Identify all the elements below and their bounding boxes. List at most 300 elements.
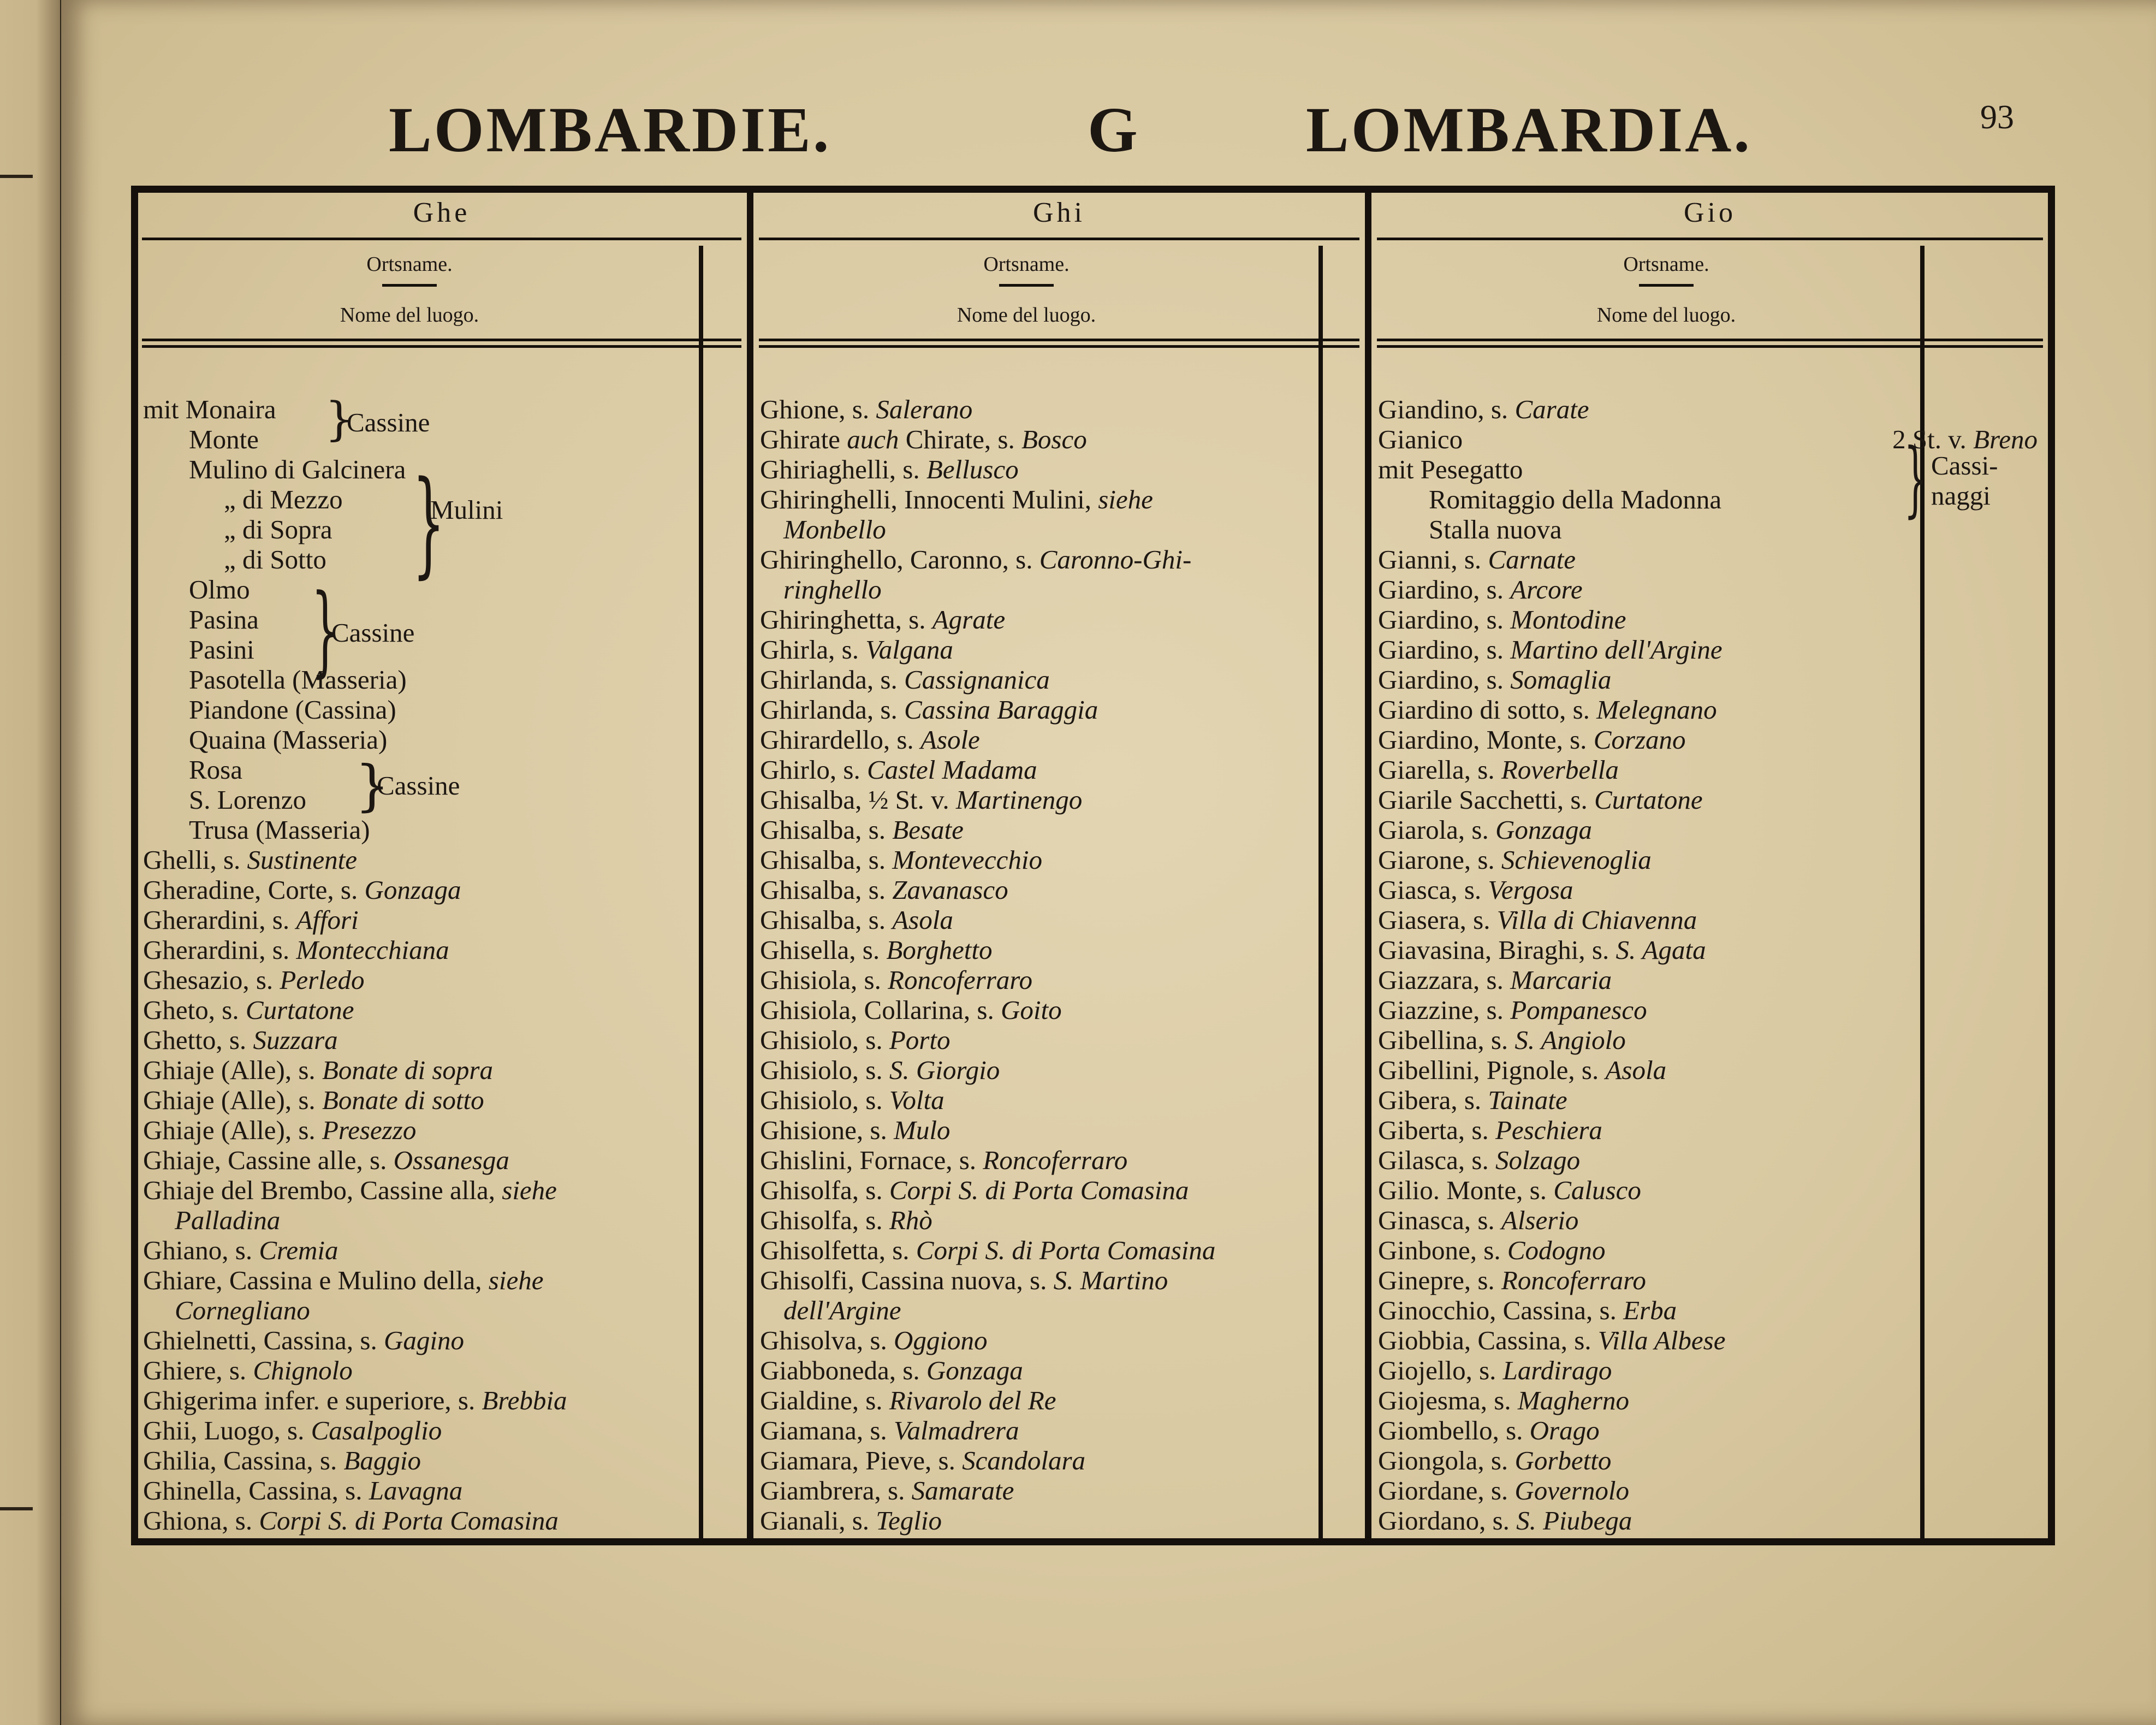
entry-name: Ghisolfa, s. (760, 1205, 889, 1235)
entry-row (760, 725, 980, 755)
entry-row (783, 574, 882, 604)
entry-reference: Carate (1514, 394, 1589, 424)
entry-reference: S. Angiolo (1514, 1025, 1626, 1055)
entry-reference: Goito (1000, 995, 1062, 1025)
entry-row (1378, 1055, 1666, 1085)
entry-row (1378, 635, 1723, 665)
entry-name: Giambrera, s. (760, 1475, 912, 1505)
entry-row (760, 845, 1042, 875)
entry-reference: Sustinente (247, 845, 357, 875)
entry-row (189, 695, 396, 725)
entry-reference: Borghetto (886, 935, 993, 965)
entry-row (143, 1265, 543, 1295)
entry-row (760, 1115, 950, 1145)
entry-row (760, 635, 953, 665)
entry-name: Ghiere, s. (143, 1355, 253, 1385)
entry-row (143, 1505, 559, 1536)
entry-name: Giobbia, Cassina, s. (1378, 1325, 1598, 1355)
entry-name-cont: Chirate, s. (899, 424, 1021, 454)
brace-icon: } (311, 573, 340, 687)
entry-reference: Castel Madama (867, 755, 1037, 785)
entry-name: Ghinella, Cassina, s. (143, 1475, 369, 1505)
entry-row (760, 965, 1032, 995)
entry-row (760, 695, 1098, 725)
entry-reference: Gorbetto (1514, 1445, 1612, 1475)
entry-name: Giojello, s. (1378, 1355, 1503, 1385)
entry-reference: auch (847, 424, 899, 454)
entry-reference: Gonzaga (926, 1355, 1023, 1385)
entry-name: Giarola, s. (1378, 815, 1495, 845)
entry-name: Pasotella (Masseria) (189, 665, 407, 695)
brace-icon: } (1904, 431, 1927, 526)
entry-row (143, 1085, 484, 1115)
entry-name: Gialdine, s. (760, 1385, 889, 1415)
entry-reference: Rivarolo del Re (889, 1385, 1056, 1415)
column-heading: Ghi (1033, 197, 1085, 228)
entry-name: Ghisolfa, s. (760, 1175, 889, 1205)
entry-name: Ghirla, s. (760, 635, 866, 665)
entry-reference: Gagino (383, 1325, 464, 1355)
entry-row (189, 725, 387, 755)
entry-row (189, 454, 406, 484)
entry-row (1378, 1175, 1641, 1205)
entry-name: Giarella, s. (1378, 755, 1501, 785)
entry-name: Rosa (189, 755, 242, 785)
entry-row (1378, 725, 1686, 755)
entry-row (1378, 665, 1611, 695)
running-head-letter: G (1088, 94, 1138, 165)
entry-reference: Martinengo (955, 785, 1083, 815)
entry-name: Ghiringhetta, s. (760, 604, 933, 635)
entry-reference: Tainate (1488, 1085, 1567, 1115)
subhead-nome: Nome del luogo. (340, 304, 479, 327)
entry-row (760, 1415, 1019, 1445)
entry-row (1378, 1415, 1600, 1445)
entry-reference: Suzzara (253, 1025, 338, 1055)
entry-name: Giarone, s. (1378, 845, 1501, 875)
entry-name: Stalla nuova (1429, 514, 1562, 544)
entry-reference: Caronno-Ghi- (1039, 544, 1192, 574)
entry-name: Gilasca, s. (1378, 1145, 1495, 1175)
entry-name: Piandone (Cassina) (189, 695, 396, 725)
entry-reference: siehe (488, 1265, 544, 1295)
entry-row (224, 544, 326, 574)
entry-row (760, 995, 1062, 1025)
entry-name: Ghiringhello, Caronno, s. (760, 544, 1040, 574)
entry-row (1378, 1355, 1612, 1385)
entry-name: Ghiano, s. (143, 1235, 259, 1265)
entry-row (1378, 394, 1589, 424)
group-label: Mulini (430, 495, 503, 525)
entry-row (189, 635, 254, 665)
distance-place: Breno (1973, 424, 2038, 454)
entry-reference: Asole (920, 725, 980, 755)
column-gio (1371, 191, 2048, 1540)
entry-name: Ghielnetti, Cassina, s. (143, 1325, 384, 1355)
entry-name: Giardino, s. (1378, 604, 1511, 635)
entry-reference: Governolo (1514, 1475, 1629, 1505)
entry-name: Giongola, s. (1378, 1445, 1515, 1475)
entry-row (760, 1055, 1000, 1085)
entry-row (143, 1145, 509, 1175)
entry-row (1378, 695, 1717, 725)
entry-name: Giavasina, Biraghi, s. (1378, 935, 1616, 965)
entry-name: Ginepre, s. (1378, 1265, 1501, 1295)
entry-name: Mulino di Galcinera (189, 454, 406, 484)
entry-name: Ghirate (760, 424, 847, 454)
entry-row (1378, 1505, 1632, 1536)
entry-name: Ghisalba, s. (760, 905, 893, 935)
entry-name: Ginbone, s. (1378, 1235, 1507, 1265)
entry-reference: Corzano (1593, 725, 1686, 755)
entry-reference: S. Piubega (1516, 1505, 1632, 1536)
entry-row (143, 1055, 493, 1085)
entry-name: Gibellini, Pignole, s. (1378, 1055, 1606, 1085)
entry-name: Giordano, s. (1378, 1505, 1517, 1536)
entry-name: Quaina (Masseria) (189, 725, 388, 755)
entry-name: Ghisolfetta, s. (760, 1235, 916, 1265)
entry-row (1378, 1115, 1602, 1145)
entry-row (760, 935, 993, 965)
entry-reference: Corpi S. di Porta Comasina (259, 1505, 559, 1536)
entry-reference: Curtatone (245, 995, 354, 1025)
entry-name: Giamana, s. (760, 1415, 894, 1445)
entry-row (1429, 484, 1721, 514)
entry-name: Ghislini, Fornace, s. (760, 1145, 983, 1175)
entry-name: „ di Sopra (224, 514, 332, 544)
entry-row (1378, 845, 1652, 875)
entry-row (760, 454, 1019, 484)
heading-rule (759, 238, 1359, 240)
entry-row (760, 755, 1037, 785)
entry-reference: Cornegliano (175, 1295, 310, 1325)
entry-row (1378, 875, 1573, 905)
entry-name: Giamara, Pieve, s. (760, 1445, 963, 1475)
entry-name: Giasca, s. (1378, 875, 1488, 905)
entry-row (143, 965, 365, 995)
entry-name: Giojesma, s. (1378, 1385, 1518, 1415)
entry-name: Ghisolfi, Cassina nuova, s. (760, 1265, 1054, 1295)
entry-reference: Rhò (889, 1205, 933, 1235)
entry-row (1378, 1235, 1606, 1265)
entry-name: Ghelli, s. (143, 845, 247, 875)
entry-reference: Cassignanica (904, 665, 1050, 695)
entry-row (1378, 935, 1706, 965)
entry-row (760, 424, 1087, 454)
entry-reference: Lardirago (1502, 1355, 1612, 1385)
entry-name: Ghisalba, s. (760, 815, 893, 845)
entry-name: Giazzine, s. (1378, 995, 1511, 1025)
entry-name: Giardino di sotto, s. (1378, 695, 1597, 725)
entry-row (1378, 995, 1647, 1025)
entry-row (1378, 815, 1592, 845)
entry-row (760, 394, 972, 424)
inner-vertical-rule (699, 246, 703, 1545)
entry-reference: Montevecchio (892, 845, 1043, 875)
entry-reference: Brebbia (482, 1385, 567, 1415)
inner-vertical-rule (1318, 246, 1323, 1545)
entry-row (1378, 1325, 1726, 1355)
entry-name: Giardino, s. (1378, 635, 1511, 665)
prev-page-rule (0, 175, 33, 178)
entry-reference: Palladina (175, 1205, 281, 1235)
entry-name: mit Monaira (143, 394, 276, 424)
entry-reference: Affori (296, 905, 359, 935)
entry-row (175, 1295, 310, 1325)
entry-row (760, 1175, 1189, 1205)
entry-row (1378, 905, 1697, 935)
group-label: Cassine (377, 770, 460, 801)
entry-row (760, 604, 1005, 635)
entry-row (1378, 544, 1576, 574)
entry-name: Giasera, s. (1378, 905, 1497, 935)
entry-name: Ghirlo, s. (760, 755, 867, 785)
entry-reference: Martino dell'Argine (1510, 635, 1723, 665)
entry-reference: Montodine (1510, 604, 1626, 635)
column-separator (747, 191, 753, 1540)
entry-row (189, 815, 370, 845)
entry-row (224, 514, 332, 544)
entry-row (1378, 1025, 1626, 1055)
short-rule (1639, 284, 1694, 287)
entry-row (760, 1145, 1127, 1175)
entry-name: Gibera, s. (1378, 1085, 1488, 1115)
entry-row (143, 1475, 462, 1505)
entry-name: Giandino, s. (1378, 394, 1515, 424)
entry-reference: Roncoferraro (983, 1145, 1128, 1175)
page-number: 93 (1980, 99, 2014, 136)
entry-name: Ghisiola, s. (760, 965, 888, 995)
entry-reference: Montecchiana (296, 935, 449, 965)
entry-reference: Vergosa (1488, 875, 1573, 905)
brace-icon: } (355, 754, 390, 817)
entry-name: Olmo (189, 574, 250, 604)
entry-name: Gilio. Monte, s. (1378, 1175, 1554, 1205)
entry-row (760, 1085, 945, 1115)
entry-row (1378, 1145, 1580, 1175)
entry-reference: Cassina Baraggia (904, 695, 1098, 725)
entry-name: Ghirardello, s. (760, 725, 920, 755)
entry-row (1378, 574, 1583, 604)
entry-row (1378, 1445, 1611, 1475)
entry-name: Gibellina, s. (1378, 1025, 1515, 1055)
entry-reference: Calusco (1553, 1175, 1641, 1205)
entry-reference: siehe (1098, 484, 1153, 514)
entry-reference: dell'Argine (783, 1295, 901, 1325)
entry-name: Ghiaje, Cassine alle, s. (143, 1145, 394, 1175)
entry-reference: Mulo (894, 1115, 951, 1145)
entry-row (760, 1445, 1085, 1475)
previous-page-edge (0, 0, 60, 1725)
entry-name: Giberta, s. (1378, 1115, 1495, 1145)
entry-row (224, 484, 343, 514)
entry-reference: Roncoferraro (1501, 1265, 1646, 1295)
entry-reference: Agrate (932, 604, 1006, 635)
entry-reference: Pompanesco (1510, 995, 1647, 1025)
entry-row (143, 845, 357, 875)
entry-reference: Salerano (876, 394, 973, 424)
entry-name: Ghii, Luogo, s. (143, 1415, 311, 1445)
entry-row (783, 514, 886, 544)
entry-row (143, 995, 354, 1025)
entry-reference: Monbello (783, 514, 886, 544)
entry-row (189, 755, 242, 785)
entry-row (143, 1385, 567, 1415)
heading-rule (142, 238, 741, 240)
entry-name: Gheradine, Corte, s. (143, 875, 365, 905)
entry-name: Giardino, s. (1378, 574, 1511, 604)
entry-name: Pasina (189, 604, 259, 635)
entry-reference: Teglio (876, 1505, 942, 1536)
entry-reference: Marcaria (1510, 965, 1612, 995)
entry-row (1378, 454, 1523, 484)
entry-name: Ghisiolo, s. (760, 1055, 889, 1085)
entry-row (1378, 755, 1619, 785)
entry-reference: S. Martino (1053, 1265, 1168, 1295)
entry-row (143, 1115, 416, 1145)
entry-row (143, 935, 449, 965)
heading-rule (1377, 238, 2043, 240)
entry-row (143, 1325, 464, 1355)
entry-reference: Bellusco (926, 454, 1019, 484)
entry-row (760, 815, 964, 845)
entry-name: Ghisalba, s. (760, 845, 893, 875)
entry-reference: Valmadrera (893, 1415, 1019, 1445)
entry-row (143, 1445, 421, 1475)
entry-reference: Erba (1623, 1295, 1677, 1325)
entry-reference: Asola (892, 905, 953, 935)
entry-row (760, 665, 1050, 695)
entry-name: Giazzara, s. (1378, 965, 1511, 995)
entry-reference: Bonate di sopra (322, 1055, 493, 1085)
entry-reference: Schievenoglia (1501, 845, 1652, 875)
subhead-rule (1377, 345, 2043, 348)
entry-reference: Perledo (280, 965, 365, 995)
entry-reference: Volta (889, 1085, 945, 1115)
entry-reference: Roverbella (1501, 755, 1619, 785)
entry-row (760, 875, 1008, 905)
entry-reference: Porto (889, 1025, 951, 1055)
entry-reference: Baggio (343, 1445, 421, 1475)
column-separator (1365, 191, 1371, 1540)
entry-name: Gherardini, s. (143, 905, 296, 935)
entry-reference: Solzago (1495, 1145, 1581, 1175)
entry-row (760, 1265, 1168, 1295)
entry-name: Ghiaje (Alle), s. (143, 1085, 322, 1115)
group-label: Cassine (331, 618, 415, 648)
entry-reference: Corpi S. di Porta Comasina (889, 1175, 1189, 1205)
entry-name: Giardino, Monte, s. (1378, 725, 1594, 755)
brace-icon: } (325, 392, 354, 446)
subhead-rule (142, 345, 741, 348)
entry-row (143, 1235, 338, 1265)
group-label: Cassi- naggi (1931, 450, 1998, 511)
entry-row (143, 1415, 442, 1445)
entry-reference: Oggiono (894, 1325, 988, 1355)
entry-name: Gheto, s. (143, 995, 246, 1025)
entry-row (1378, 1295, 1677, 1325)
entry-name: Ghetto, s. (143, 1025, 253, 1055)
entry-row (143, 394, 276, 424)
entry-name: Ghisiolo, s. (760, 1025, 889, 1055)
entry-row (1429, 514, 1562, 544)
entry-reference: ringhello (783, 574, 882, 604)
entry-reference: Scandolara (962, 1445, 1086, 1475)
entry-row (783, 1295, 901, 1325)
entry-row (760, 1385, 1056, 1415)
entry-row (189, 424, 259, 454)
entry-row (760, 1235, 1215, 1265)
running-head-left: LOMBARDIE. (389, 94, 831, 165)
subhead-rule (142, 339, 741, 341)
entry-row (1378, 1385, 1629, 1415)
brace-icon: } (412, 456, 446, 590)
entry-name: Ghisalba, s. (760, 875, 893, 905)
entry-row (1378, 604, 1626, 635)
entry-name: Ghirlanda, s. (760, 695, 904, 725)
running-head-right: LOMBARDIA. (1306, 94, 1752, 165)
entry-name: Trusa (Masseria) (189, 815, 370, 845)
entry-name: Ghione, s. (760, 394, 876, 424)
entry-name: Ghigerima infer. e superiore, s. (143, 1385, 482, 1415)
running-head (61, 93, 2156, 175)
entry-name: Ghisolva, s. (760, 1325, 894, 1355)
entry-name: Ghisione, s. (760, 1115, 894, 1145)
entry-name: Gianico (1378, 424, 1463, 454)
entry-row (143, 1355, 353, 1385)
subhead-nome: Nome del luogo. (957, 304, 1096, 327)
entry-reference: Bosco (1021, 424, 1087, 454)
entry-row (1378, 965, 1612, 995)
entry-name: Ghirlanda, s. (760, 665, 904, 695)
entry-row (760, 785, 1082, 815)
entry-reference: Samarate (911, 1475, 1014, 1505)
subhead-rule (759, 339, 1359, 341)
entry-reference: Gonzaga (1495, 815, 1592, 845)
entry-row (1378, 1085, 1567, 1115)
entry-reference: Asola (1605, 1055, 1667, 1085)
subhead-ortsname: Ortsname. (366, 253, 453, 276)
entry-row (189, 574, 250, 604)
entry-name: Giordane, s. (1378, 1475, 1515, 1505)
entry-reference: Melegnano (1596, 695, 1717, 725)
entry-name: Ghisalba, ½ St. v. (760, 785, 956, 815)
entry-row (760, 484, 1153, 514)
subhead-rule (1377, 339, 2043, 341)
entry-name: Romitaggio della Madonna (1429, 484, 1722, 514)
entry-row (189, 785, 306, 815)
entry-reference: Gonzaga (364, 875, 461, 905)
entry-reference: Presezzo (322, 1115, 417, 1145)
entry-reference: Zavanasco (892, 875, 1008, 905)
entry-name: Ghisiola, Collarina, s. (760, 995, 1001, 1025)
entry-row (760, 1205, 933, 1235)
entry-reference: Cremia (259, 1235, 338, 1265)
entry-name: Ghiona, s. (143, 1505, 259, 1536)
entry-row (1378, 785, 1703, 815)
entry-name: Ghiaje (Alle), s. (143, 1055, 322, 1085)
entry-row (760, 1505, 942, 1536)
entry-reference: S. Agata (1615, 935, 1706, 965)
entry-reference: Orago (1529, 1415, 1600, 1445)
entry-reference: Codogno (1507, 1235, 1606, 1265)
group-label: Cassine (347, 407, 430, 437)
entry-name: „ di Sotto (224, 544, 326, 574)
entry-reference: Chignolo (253, 1355, 353, 1385)
column-heading: Gio (1684, 197, 1736, 228)
entry-name: Ghiringhelli, Innocenti Mulini, (760, 484, 1098, 514)
entry-name: Giarile Sacchetti, s. (1378, 785, 1594, 815)
